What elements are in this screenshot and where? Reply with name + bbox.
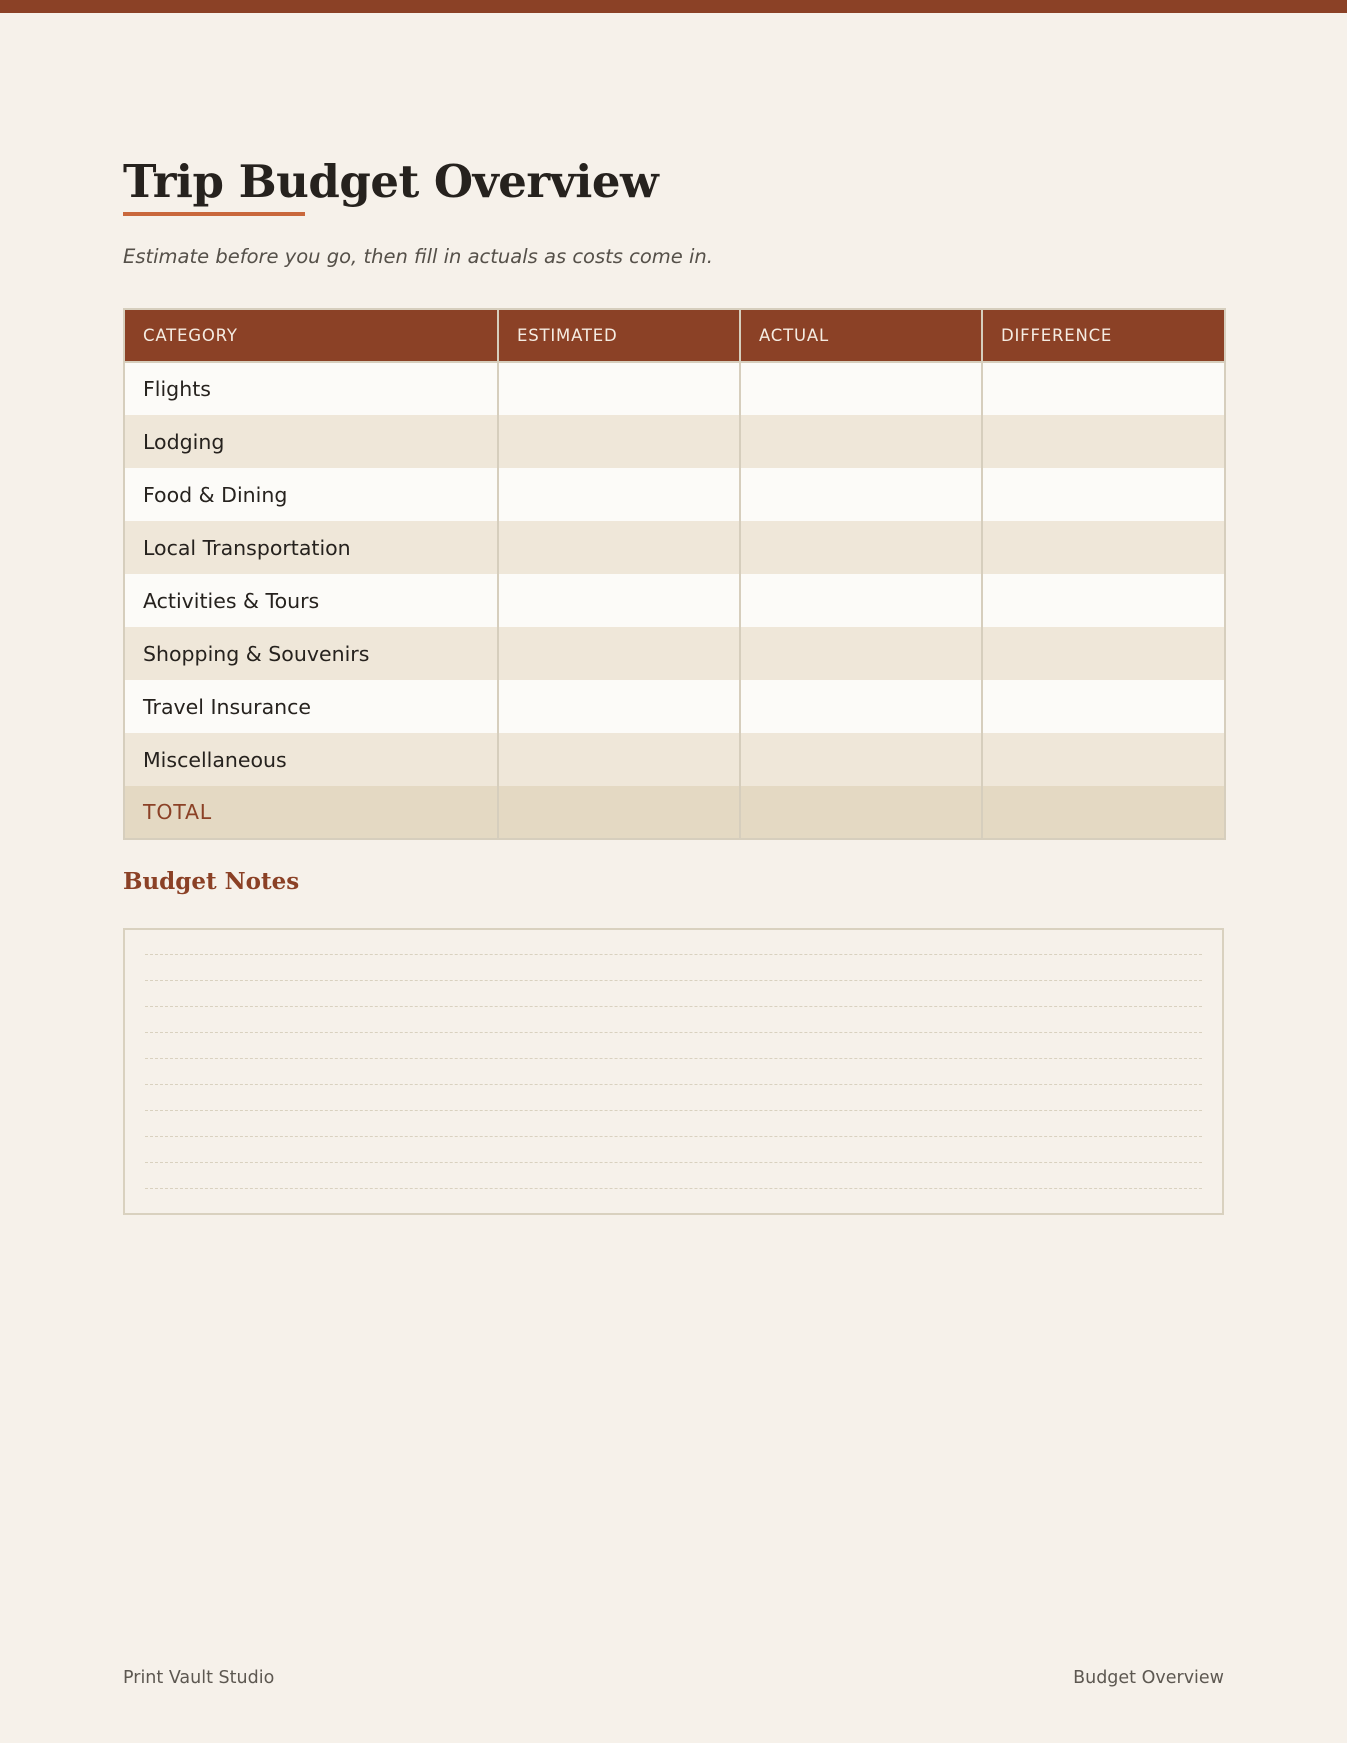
estimated-cell[interactable]	[498, 680, 740, 733]
note-line	[145, 1006, 1202, 1007]
note-line	[145, 1084, 1202, 1085]
difference-cell[interactable]	[982, 415, 1225, 468]
note-line	[145, 1032, 1202, 1033]
total-estimated-cell[interactable]	[498, 786, 740, 839]
estimated-cell[interactable]	[498, 574, 740, 627]
header-difference: DIFFERENCE	[982, 309, 1225, 362]
note-line	[145, 1162, 1202, 1163]
actual-cell[interactable]	[740, 521, 982, 574]
note-line	[145, 1188, 1202, 1189]
total-actual-cell[interactable]	[740, 786, 982, 839]
category-cell: Flights	[124, 362, 498, 415]
estimated-cell[interactable]	[498, 468, 740, 521]
note-line	[145, 1110, 1202, 1111]
category-cell: Lodging	[124, 415, 498, 468]
actual-cell[interactable]	[740, 680, 982, 733]
budget-table	[123, 308, 1226, 840]
footer-page-label: Budget Overview	[1073, 1668, 1224, 1688]
top-accent-bar	[0, 0, 1347, 13]
difference-cell[interactable]	[982, 521, 1225, 574]
actual-cell[interactable]	[740, 415, 982, 468]
header-actual: ACTUAL	[740, 309, 982, 362]
total-difference-cell[interactable]	[982, 786, 1225, 839]
note-line	[145, 1136, 1202, 1137]
table-row	[124, 521, 1225, 574]
table-row	[124, 627, 1225, 680]
category-cell: Local Transportation	[124, 521, 498, 574]
note-line	[145, 954, 1202, 955]
header-category: CATEGORY	[124, 309, 498, 362]
actual-cell[interactable]	[740, 733, 982, 786]
note-line	[145, 980, 1202, 981]
table-row	[124, 680, 1225, 733]
notes-heading: Budget Notes	[123, 868, 300, 895]
difference-cell[interactable]	[982, 733, 1225, 786]
footer-brand: Print Vault Studio	[123, 1668, 275, 1688]
table-row	[124, 468, 1225, 521]
actual-cell[interactable]	[740, 627, 982, 680]
estimated-cell[interactable]	[498, 733, 740, 786]
estimated-cell[interactable]	[498, 627, 740, 680]
page-title: Trip Budget Overview	[123, 155, 659, 208]
table-row	[124, 415, 1225, 468]
page-subtitle: Estimate before you go, then fill in actuals as costs come in.	[123, 245, 713, 268]
header-estimated: ESTIMATED	[498, 309, 740, 362]
difference-cell[interactable]	[982, 627, 1225, 680]
notes-writing-area[interactable]	[123, 928, 1224, 1215]
category-cell: Miscellaneous	[124, 733, 498, 786]
table-row	[124, 574, 1225, 627]
table-row	[124, 733, 1225, 786]
difference-cell[interactable]	[982, 680, 1225, 733]
actual-cell[interactable]	[740, 574, 982, 627]
note-line	[145, 1058, 1202, 1059]
total-row	[124, 786, 1225, 839]
table-row	[124, 362, 1225, 415]
difference-cell[interactable]	[982, 362, 1225, 415]
estimated-cell[interactable]	[498, 415, 740, 468]
difference-cell[interactable]	[982, 468, 1225, 521]
category-cell: Travel Insurance	[124, 680, 498, 733]
total-label: TOTAL	[124, 786, 498, 839]
category-cell: Food & Dining	[124, 468, 498, 521]
category-cell: Shopping & Souvenirs	[124, 627, 498, 680]
title-underline	[123, 212, 305, 216]
estimated-cell[interactable]	[498, 521, 740, 574]
table-header-row	[124, 309, 1225, 362]
estimated-cell[interactable]	[498, 362, 740, 415]
actual-cell[interactable]	[740, 468, 982, 521]
category-cell: Activities & Tours	[124, 574, 498, 627]
actual-cell[interactable]	[740, 362, 982, 415]
difference-cell[interactable]	[982, 574, 1225, 627]
